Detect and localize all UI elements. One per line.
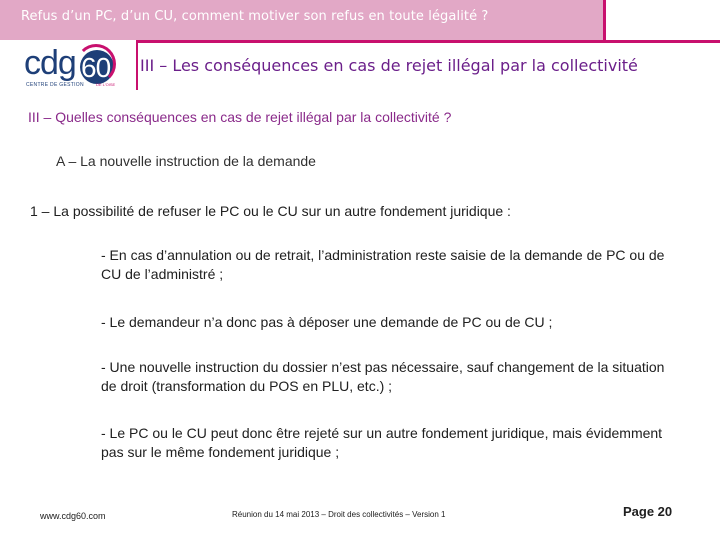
top-banner — [0, 0, 606, 40]
footer-url: www.cdg60.com — [40, 511, 106, 521]
content-point: 1 – La possibilité de refuser le PC ou le CU sur un autre fondement juridique : — [30, 203, 511, 219]
content-heading: III – Quelles conséquences en cas de rejet illégal par la collectivité ? — [28, 109, 452, 125]
content-subheading: A – La nouvelle instruction de la demande — [56, 153, 316, 169]
logo-caption: CENTRE DE GESTION — [26, 82, 84, 88]
bullet-item: - Une nouvelle instruction du dossier n’est pas nécessaire, sauf changement de la situation de droit (transformation du POS en PLU, etc.) ; — [101, 359, 665, 394]
bullet-item: - En cas d’annulation ou de retrait, l’administration reste saisie de la demande de PC ou de CU de l’administré ; — [101, 247, 665, 282]
bullet-item: - Le demandeur n’a donc pas à déposer une demande de PC ou de CU ; — [101, 314, 553, 330]
cdg60-logo — [20, 42, 132, 94]
logo-number: 60 — [81, 52, 111, 83]
page-number: Page 20 — [623, 504, 673, 519]
logo-letters: cdg — [24, 44, 76, 82]
footer-meeting: Réunion du 14 mai 2013 – Droit des collectivités – Version 1 — [232, 510, 446, 519]
presentation-title: Refus d’un PC, d’un CU, comment motiver son refus en toute légalité ? — [21, 9, 489, 24]
logo-caption-right: DE L'OISE — [96, 82, 116, 87]
bullet-item: - Le PC ou le CU peut donc être rejeté sur un autre fondement juridique, mais évidemment pas sur le même fondement juridique ; — [101, 425, 663, 460]
section-title: III – Les conséquences en cas de rejet illégal par la collectivité — [140, 56, 638, 75]
